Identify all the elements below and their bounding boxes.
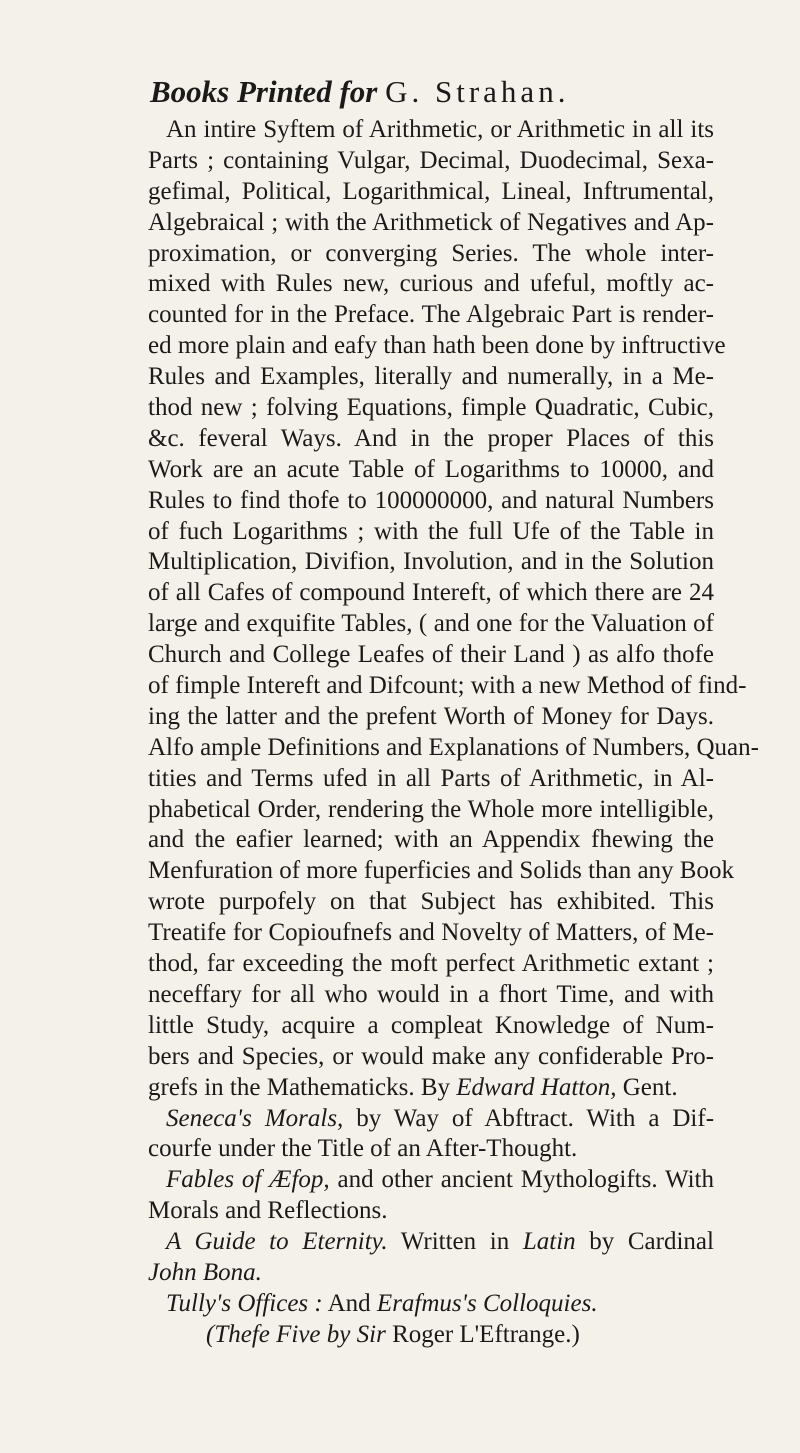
text-line: ing the latter and the prefent Worth of Money for Days. <box>148 702 714 730</box>
entry-title-2: Erafmus's Colloquies. <box>376 1289 598 1317</box>
text-line: proximation, or converging Series. The whole inter- <box>148 239 714 267</box>
text-line: Multiplication, Divifion, Involution, and in the Solution <box>148 548 714 576</box>
entry-fables-cont: Morals and Reflections. <box>148 1197 388 1225</box>
author-suffix: Gent. <box>622 1073 678 1101</box>
text-line: Church and College Leafes of their Land ) as alfo thofe <box>148 641 714 669</box>
text-line: Work are an acute Table of Logarithms to 10000, and <box>148 455 714 483</box>
entry-language: Latin <box>522 1228 576 1256</box>
entry-conjunction: And <box>327 1289 371 1317</box>
entry-description: and other ancient Mythologifts. With <box>337 1166 714 1194</box>
text-line: counted for in the Preface. The Algebraic Part is render- <box>148 301 714 329</box>
text-line: ed more plain and eafy than hath been done by inftructive <box>148 332 726 360</box>
text-line: wrote purpofely on that Subject has exhibited. This <box>148 888 714 916</box>
byline-prefix: grefs in the Mathematicks. By <box>148 1073 451 1101</box>
text-line: bers and Species, or would make any confiderable Pro- <box>148 1042 714 1070</box>
note-close: ) <box>571 1320 580 1348</box>
text-line: thod new ; folving Equations, fimple Quadratic, Cubic, <box>148 394 714 422</box>
entry-description-end: by Cardinal <box>589 1228 714 1256</box>
text-line: Rules and Examples, literally and numerally, in a Me- <box>148 363 714 391</box>
text-line: and the eafier learned; with an Appendix fhewing the <box>148 826 714 854</box>
note-text: (Thefe Five by Sir <box>206 1320 386 1348</box>
entry-tully <box>148 1289 714 1320</box>
entry-title: A Guide to Eternity. <box>166 1228 388 1256</box>
entry-guide <box>148 1227 714 1258</box>
text-line: Algebraical ; with the Arithmetick of Negatives and Ap- <box>148 208 714 236</box>
text-line: of fuch Logarithms ; with the full Ufe of the Table in <box>148 517 714 545</box>
entry-title: Tully's Offices : <box>166 1289 323 1317</box>
page-header <box>150 72 569 112</box>
entry-description: by Way of Abftract. With a Dif- <box>356 1104 715 1132</box>
text-line: Alfo ample Definitions and Explanations of Numbers, Quan- <box>148 733 759 761</box>
text-line: tities and Terms ufed in all Parts of Arithmetic, in Al- <box>148 764 714 792</box>
text-line: of fimple Intereft and Difcount; with a new Method of find- <box>148 672 747 700</box>
advertisement-text <box>148 115 759 1351</box>
text-line: mixed with Rules new, curious and ufeful, moftly ac- <box>148 270 714 298</box>
text-line-byline <box>148 1073 714 1104</box>
text-line: gefimal, Political, Logarithmical, Lineal, Inftrumental, <box>148 177 714 205</box>
text-line: phabetical Order, rendering the Whole more intelligible, <box>148 795 714 823</box>
text-line: neceffary for all who would in a fhort Time, and with <box>148 980 714 1008</box>
text-line: of all Cafes of compound Intereft, of which there are 24 <box>148 579 714 607</box>
entry-author: John Bona. <box>148 1258 262 1286</box>
entry-fables <box>148 1165 714 1196</box>
entry-title: Seneca's Morals, <box>166 1104 344 1132</box>
header-publisher: G. Strahan. <box>385 74 570 109</box>
entry-note <box>148 1320 714 1351</box>
author-name: Edward Hatton, <box>456 1073 617 1101</box>
text-line: thod, far exceeding the moft perfect Arithmetic extant ; <box>148 950 714 978</box>
entry-seneca-cont: courfe under the Title of an After-Thought. <box>148 1135 578 1163</box>
entry-description-mid: Written in <box>400 1228 510 1256</box>
entry-guide-cont <box>148 1258 714 1289</box>
text-line: Menfuration of more fuperficies and Solids than any Book <box>148 857 734 885</box>
text-line: large and exquifite Tables, ( and one for the Valuation of <box>148 610 714 638</box>
text-line: An intire Syftem of Arithmetic, or Arithmetic in all its <box>166 116 714 143</box>
text-line: Parts ; containing Vulgar, Decimal, Duodecimal, Sexa- <box>148 146 714 174</box>
text-line: Rules to find thofe to 100000000, and natural Numbers <box>148 486 714 514</box>
header-prefix: Books Printed for <box>150 74 378 109</box>
text-line: little Study, acquire a compleat Knowledge of Num- <box>148 1011 714 1039</box>
entry-seneca <box>148 1104 714 1135</box>
note-name: Roger L'Eftrange. <box>392 1320 572 1348</box>
text-line: &c. feveral Ways. And in the proper Places of this <box>148 424 714 452</box>
text-line: Treatife for Copioufnefs and Novelty of Matters, of Me- <box>148 919 714 947</box>
entry-title: Fables of Æfop, <box>166 1166 330 1194</box>
